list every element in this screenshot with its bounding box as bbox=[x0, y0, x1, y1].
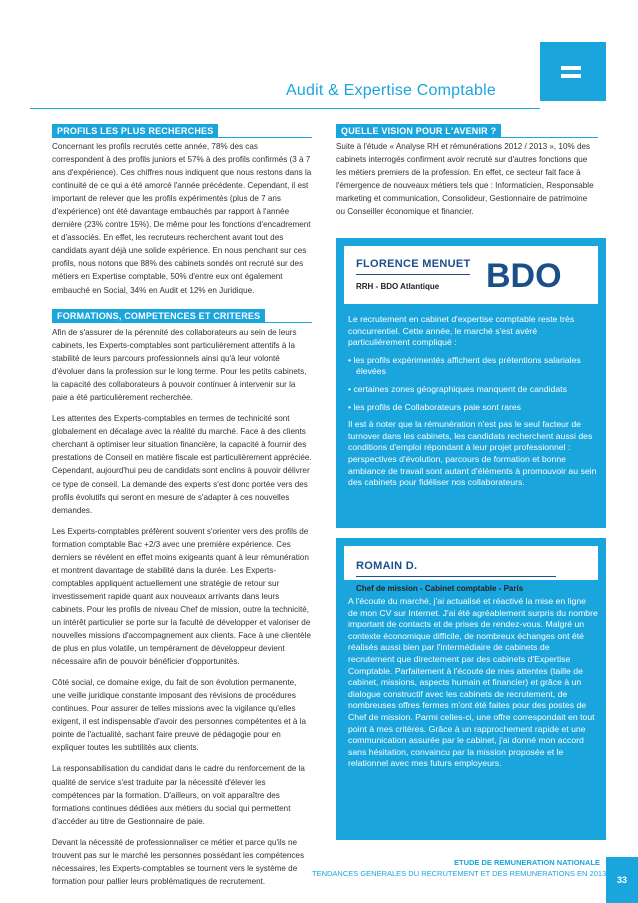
paragraph: Côté social, ce domaine exige, du fait de son évolution permanente, une veille juridique constante imposant des révisions de procédures continues. Pour assurer de telles missions avec la vigilance qu'elles exigent, il est indispensable d'avoir des personnes compétentes et à la pointe de l'actualité, sachant faire preuve de pédagogie pour en expliquer toutes les subtilités aux clients. bbox=[52, 678, 307, 753]
testimonial-name: FLORENCE MENUET bbox=[356, 258, 471, 270]
testimonial-role: RRH - BDO Atlantique bbox=[356, 282, 440, 291]
testimonial-intro: Le recrutement en cabinet d'expertise comptable reste très concurrentiel. Cette année, le marché s'est avéré particulièrement compliqué : bbox=[348, 314, 575, 348]
brand-mark bbox=[540, 42, 606, 100]
footer-study-title: ETUDE DE REMUNERATION NATIONALE bbox=[454, 858, 600, 867]
testimonial-name-rule bbox=[356, 576, 556, 577]
vision-paragraph: Suite à l'étude « Analyse RH et rémunérations 2012 / 2013 », 10% des cabinets interrogés confirment avoir recruté sur d'autres fonctions que les métiers premiers de la profession. En effet, ce secteur fait face à l'émergence de nouveaux métiers tels que : Informaticien, Responsable marketing et communication, Consolideur, Gestionnaire de patrimoine ou Conseiller économique et financier. bbox=[336, 142, 594, 217]
footer-subtitle: TENDANCES GENERALES DU RECRUTEMENT ET DES REMUNERATIONS EN 2013 bbox=[312, 869, 607, 878]
testimonial-name: ROMAIN D. bbox=[356, 560, 418, 572]
section-heading-rule bbox=[52, 322, 312, 323]
testimonial-quote: A l'écoute du marché, j'ai actualisé et réactivé la mise en ligne de mon CV sur Internet. J'ai été agréablement surpris du nombre important de contacts et de prises de rendez-vous. Malgré un contexte économique difficile, de nombreux échanges ont été réalisés aussi bien par l'intermédiaire de cabinets de recrutement que directement par des cabinets d'Expertise Comptable. Parfaitement à l'écoute de mes attentes (taille de cabinet, missions, aspects humain et financier) et grâce à un dialogue constructif avec les cabinets de recrutement, de nombreuses offres fermes m'ont été faites pour des postes de Chef de mission. Parmi celles-ci, une offre correspondait en tout point à mes critères. Grâce à un rapprochement rapide et une communication assurée par le cabinet, j'ai donné mon accord sans hésitation, convaincu par la mission proposée et le relationnel avec mes futurs employeurs. bbox=[348, 596, 598, 769]
testimonial-name-rule bbox=[356, 274, 470, 275]
section-profils-body bbox=[52, 140, 312, 305]
paragraph: Afin de s'assurer de la pérennité des collaborateurs au sein de leurs cabinets, les Experts-comptables sont particulièrement attentifs à la stabilité de leurs parcours professionnels ainsi qu'à leur volonté d'évoluer dans la profession sur le long terme. Pour les petits cabinets, la capacité des collaborateurs à pouvoir continuer à intervenir sur la paie a été particulièrement recherchée. bbox=[52, 328, 307, 403]
title-rule-extension bbox=[540, 100, 606, 101]
paragraph: Concernant les profils recrutés cette année, 78% des cas correspondent à des profils juniors et 57% à des profils confirmés (3 à 7 ans d'expérience). Ces chiffres nous indiquent que nous restons dans la continuité de ce qui a été amorcé l'année précédente. Cependant, il est important de relever que les profils expérimentés (plus de 7 ans d'expérience) ont été davantage embauchés par rapport à l'année dernière (23% contre 15%). De même pour les fonctions d'encadrement et d'associés. En effet, les recruteurs recherchent avant tout des candidats ayant déjà une solide expérience. En nous penchant sur ces profils, nous notons que 88% des cabinets sondés ont recruté sur des métiers en Expertise comptable, 50% d'entre eux ont également embauché en Social, 34% en Audit et 12% en Juridique. bbox=[52, 142, 312, 295]
section-heading-formations: FORMATIONS, COMPETENCES ET CRITERES bbox=[52, 309, 265, 323]
equals-icon-bar bbox=[561, 74, 581, 78]
equals-icon bbox=[561, 66, 581, 70]
section-heading-profils: PROFILS LES PLUS RECHERCHES bbox=[52, 124, 218, 138]
bdo-logo-text: BDO bbox=[486, 258, 562, 292]
testimonial-bullet: • les profils expérimentés affichent des prétentions salariales élevées bbox=[348, 354, 581, 377]
paragraph: La responsabilisation du candidat dans le cadre du renforcement de la qualité de service s'est traduite par la nécessité d'élever les compétences par la formation. D'ailleurs, on voit apparaître des formations continues dédiées aux métiers du social qui permettent d'accéder au titre de Gestionnaire de paie. bbox=[52, 764, 305, 826]
section-heading-rule bbox=[336, 137, 598, 138]
section-heading-vision: QUELLE VISION POUR L'AVENIR ? bbox=[336, 124, 501, 138]
testimonial-closing: Il est à noter que la rémunération n'est pas le seul facteur de turnover dans les cabinets, les candidats recherchent aussi des conditions d'emploi répondant à leur projet professionnel : perspectives d'évolution, parcours de formation et bonne ambiance de travail sont autant d'éléments à promouvoir au sein des cabinets pour fidéliser nos collaborateurs. bbox=[348, 419, 597, 488]
paragraph: Devant la nécessité de professionnaliser ce métier et parce qu'ils ne trouvent pas sur le marché les personnes possédant les compétences nécessaires, les Experts-comptables se tournent vers le système de formation pour pallier leurs problématiques de recrutement. bbox=[52, 837, 305, 886]
section-formations-body bbox=[52, 326, 312, 896]
testimonial-role: Chef de mission - Cabinet comptable - Paris bbox=[356, 584, 524, 593]
bdo-logo bbox=[484, 258, 580, 292]
paragraph: Les Experts-comptables préfèrent souvent s'orienter vers des profils de formation comptable Bac +2/3 avec une première expérience. Ces derniers se révèlent en effet moins exigeants quant à leur rémunération et montrent davantage de stabilité dans la durée. Les Experts-comptables appliquent actuellement une stratégie de retour sur investissement rapide quant aux nouveaux arrivants dans leurs cabinets. Pour les profils de niveau Chef de mission, outre la technicité, un intérêt particulier se porte sur la faculté de développer et valoriser de nouvelles missions d'accompagnement aux clients. Face à une clientèle de plus en plus volatile, un tempérament de développeur devient nécessaire afin de pouvoir bénéficier d'opportunités. bbox=[52, 526, 311, 667]
testimonial-menuet-body bbox=[348, 314, 598, 495]
page-title: Audit & Expertise Comptable bbox=[286, 82, 496, 99]
testimonial-bullet: • certaines zones géographiques manquent de candidats bbox=[348, 383, 567, 394]
section-heading-rule bbox=[52, 137, 312, 138]
testimonial-bullet: • les profils de Collaborateurs paie sont rares bbox=[348, 401, 522, 412]
page-number: 33 bbox=[606, 857, 638, 903]
title-rule bbox=[30, 108, 540, 109]
testimonial-romain-body bbox=[348, 596, 598, 776]
paragraph: Les attentes des Experts-comptables en termes de technicité sont globalement en décalage avec la réalité du marché. Face à des clients cherchant à optimiser leur situation financière, la capacité à fournir des prestations de Conseil en matière fiscale est particulièrement appréciée. Cependant, aujourd'hui peu de candidats sont enclins à pouvoir délivrer ce type de conseil. La demande des experts s'est donc portée vers des profils évolutifs qui seront en mesure de s'adapter à ces nouvelles demandes. bbox=[52, 414, 312, 515]
